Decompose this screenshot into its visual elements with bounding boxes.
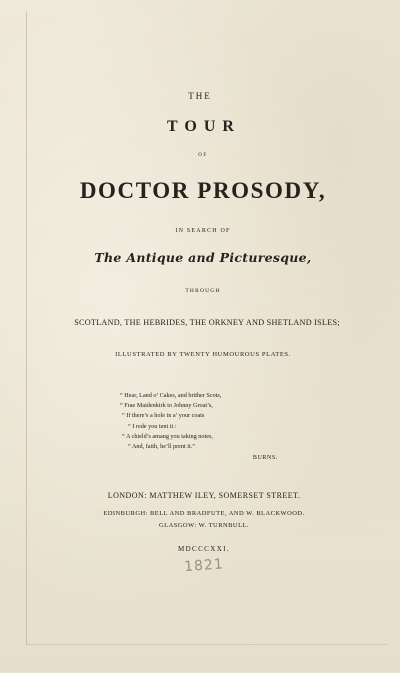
imprint-edinburgh: EDINBURGH: BELL AND BRADFUTE, AND W. BLACKWOOD. — [103, 510, 305, 517]
epigraph-line: “ If there’s a hole in a’ your coats — [122, 412, 205, 420]
title-doctor-prosody: DOCTOR PROSODY, — [79, 178, 327, 203]
pencil-annotation-year: 1821 — [183, 556, 225, 576]
title-in-search-of: IN SEARCH OF — [175, 228, 231, 234]
title-of: OF — [198, 153, 208, 158]
imprint-london: LONDON: MATTHEW ILEY, SOMERSET STREET. — [107, 491, 301, 500]
title-antique-picturesque: The Antique and Picturesque, — [94, 250, 312, 265]
title-tour: TOUR — [167, 118, 241, 135]
epigraph-author: BURNS. — [252, 455, 278, 462]
title-through: THROUGH — [185, 288, 221, 294]
title-illustrated: ILLUSTRATED BY TWENTY HUMOUROUS PLATES. — [115, 351, 291, 358]
epigraph — [116, 391, 286, 463]
title-places: SCOTLAND, THE HEBRIDES, THE ORKNEY AND SHETLAND ISLES; — [74, 318, 340, 327]
epigraph-line: “ I rede you tent it : — [128, 422, 177, 430]
epigraph-line: “ A chield’s amang you taking notes, — [122, 432, 213, 440]
title-the: THE — [188, 91, 212, 101]
imprint-glasgow: GLASGOW: W. TURNBULL. — [159, 522, 249, 529]
imprint-date: MDCCCXXI. — [177, 545, 231, 553]
epigraph-line: “ Hear, Land o’ Cakes, and brither Scots, — [120, 392, 222, 399]
epigraph-line: “ And, faith, he’ll prent it.” — [128, 443, 196, 451]
epigraph-line: “ Frae Maidenkirk to Johnny Groat’s, — [120, 402, 213, 410]
